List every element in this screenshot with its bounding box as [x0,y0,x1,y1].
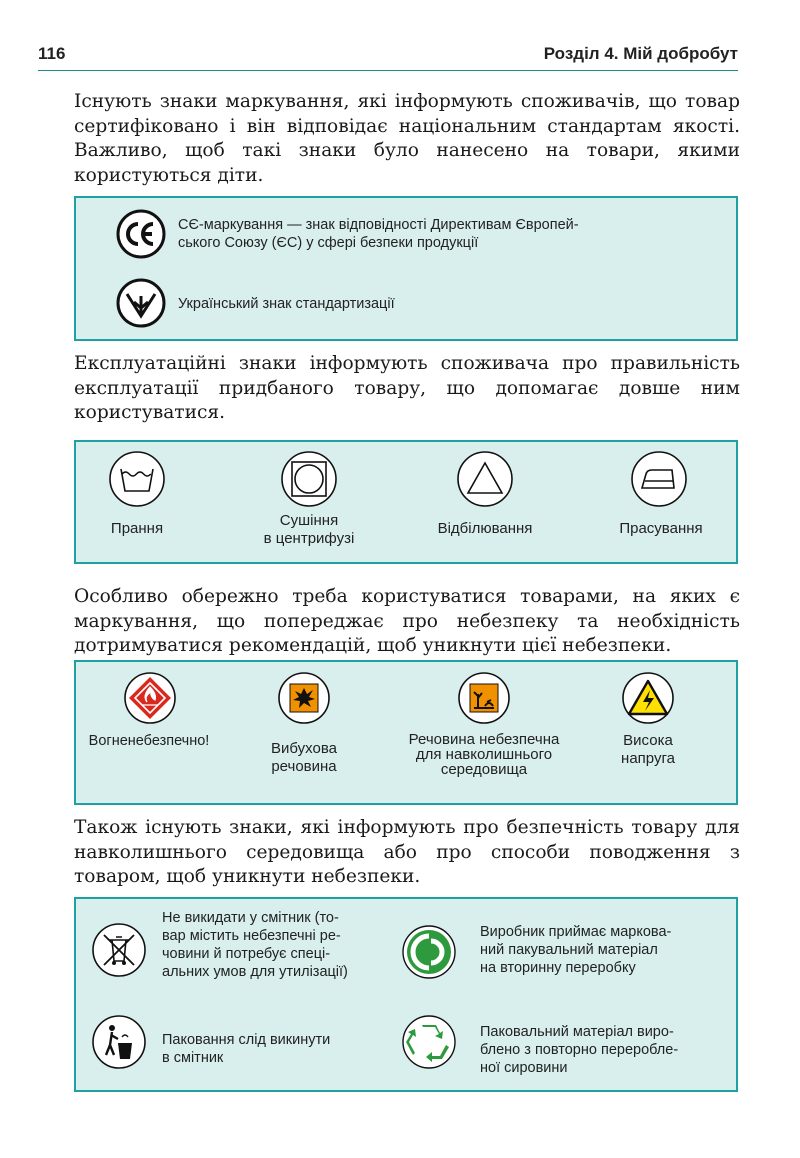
ukrainian-standard-mark-icon [116,278,166,328]
green-dot-description: Виробник приймає маркова- ний пакувальний матеріал на вторинну переробку [480,924,672,976]
page-header [38,44,738,71]
drying-label: Сушіння в центрифузі [263,512,355,547]
recycled-description: Паковальний матеріал виро- блено з повторно перероблe- ної сировини [480,1024,679,1076]
recycling-icon [402,1015,456,1069]
certification-signs-box [74,196,738,341]
no-trash-description: Не викидати у смітник (то- вар містить небезпечні ре- човини й потребує спеці- альних умов для утилізації) [162,910,348,980]
environmental-hazard-icon [458,672,510,724]
bleaching-label: Відбілювання [437,520,533,537]
ironing-icon [630,450,688,508]
bleaching-icon [456,450,514,508]
ukrainian-standard-description: Український знак стандартизації [178,296,395,312]
ironing-label: Прасування [619,520,703,537]
high-voltage-label: Висока напруга [621,732,675,767]
no-trash-bin-icon [92,923,146,977]
tumble-drying-icon [280,450,338,508]
paragraph-care-signs: Експлуатаційні знаки інформують споживача про правильність експлуатації придбаного товару, що допомагає довше ним користуватися. [74,353,740,423]
chapter-title: Розділ 4. Мій добробут [543,44,738,63]
trash-description: Паковання слід викинути в смітник [162,1032,331,1066]
paragraph-hazard-signs: Особливо обережно треба користуватися товарами, на яких є маркування, що попереджає про небезпеку та необхідність дотримуватися рекомендацій, щоб уникнути цієї небезпеки. [74,586,740,656]
hazard-signs-box [74,660,738,805]
ce-mark-icon [116,209,166,259]
high-voltage-icon [622,672,674,724]
ce-mark-description: CЄ-маркування — знак відповідності Директивам Європей- ського Союзу (ЄС) у сфері безпеки продукції [178,217,579,251]
paragraph-certification: Існують знаки маркування, які інформують споживачів, що товар сертифіковано і він відповідає національним стандартам якості. Важливо, щоб такі знаки було нанесено на товари, якими користуються діти. [74,91,740,186]
page-number: 116 [38,44,66,63]
environmental-hazard-label: Речовина небезпечна для навколишнього середовища [408,731,560,778]
washing-label: Прання [110,520,164,537]
flammable-icon [124,672,176,724]
paragraph-eco-signs: Також існують знаки, які інформують про безпечність товару для навколишнього середовища або про способи поводження з товаром, щоб уникнути небезпеки. [74,817,740,887]
eco-signs-box [74,897,738,1092]
flammable-label: Вогненебезпечно! [88,733,210,749]
washing-icon [108,450,166,508]
explosive-icon [278,672,330,724]
care-signs-box [74,440,738,564]
explosive-label: Вибухова речовина [271,740,337,775]
green-dot-icon [402,925,456,979]
tidyman-trash-icon [92,1015,146,1069]
